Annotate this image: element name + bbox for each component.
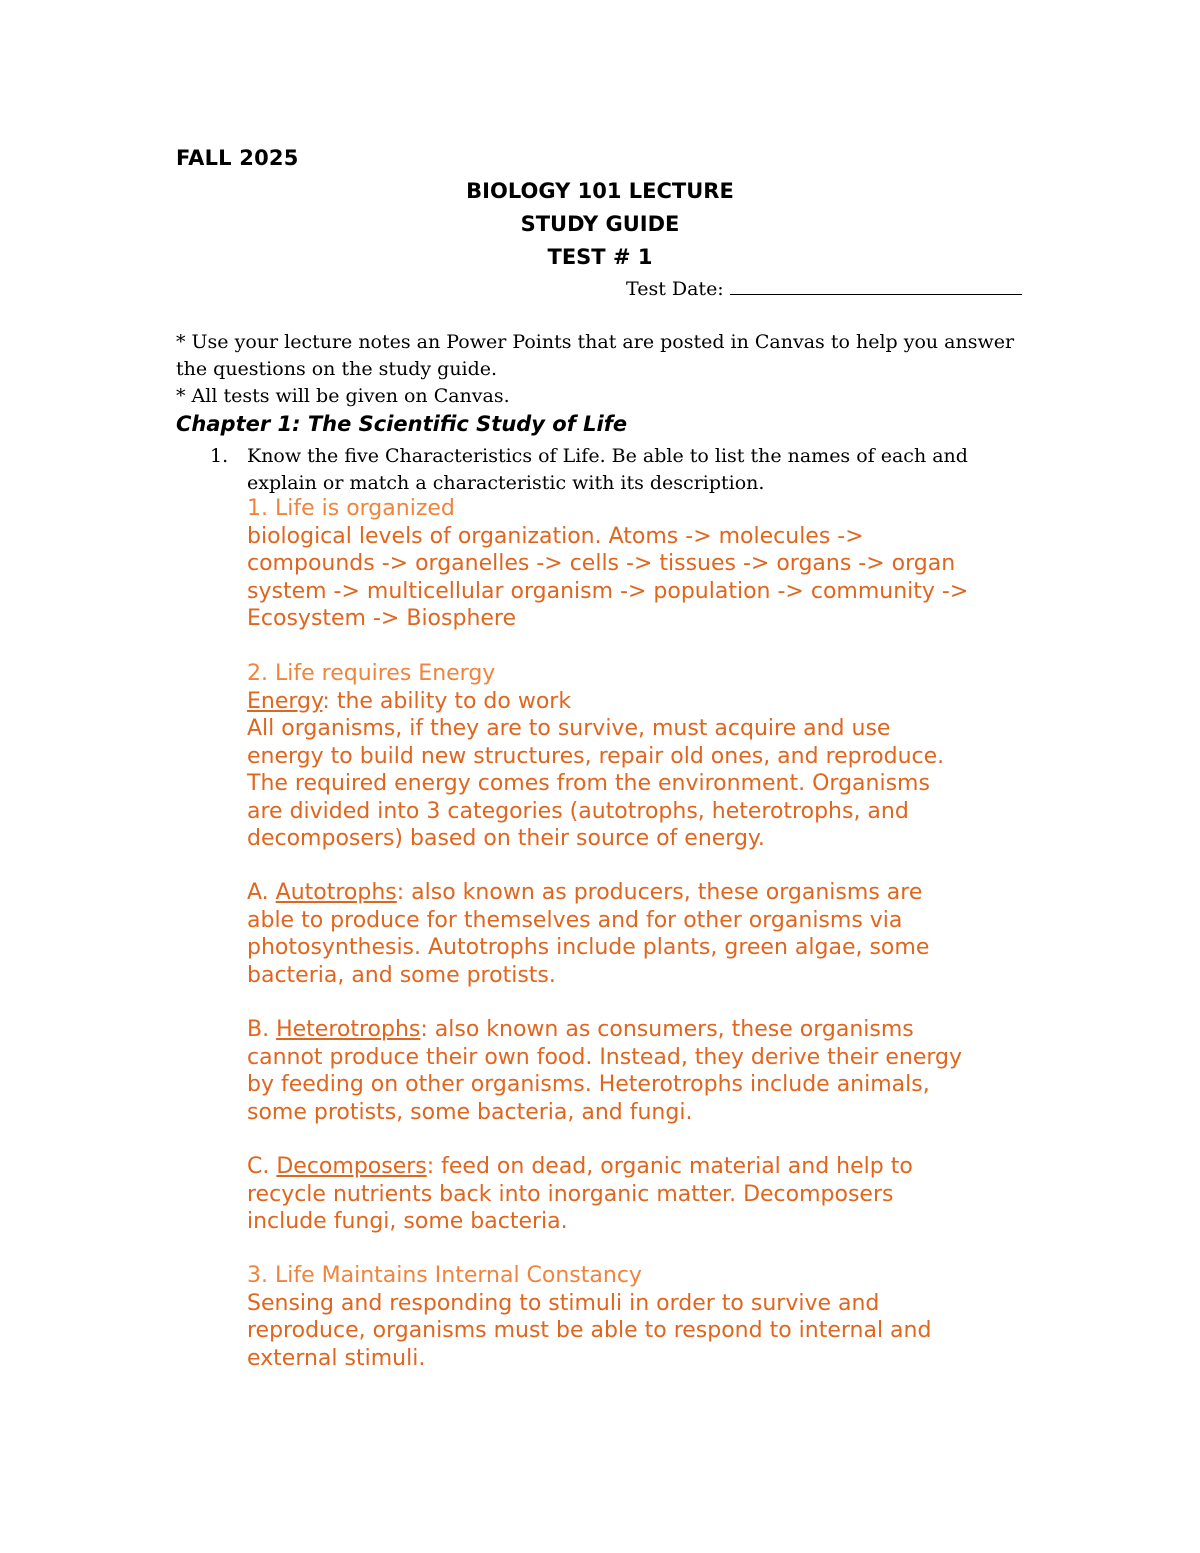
answer-line: bacteria, and some protists. — [247, 962, 556, 988]
definition-text: : the ability to do work — [322, 688, 572, 714]
question-line: explain or match a characteristic with its description. — [247, 472, 765, 494]
answer-line: compounds -> organelles -> cells -> tissues -> organs -> organ — [247, 551, 956, 576]
term-label: FALL 2025 — [176, 146, 299, 170]
answer-line: energy to build new structures, repair old ones, and reproduce. — [247, 743, 945, 769]
instruction-line: the questions on the study guide. — [176, 358, 498, 380]
instruction-line: * Use your lecture notes an Power Points that are posted in Canvas to help you answer — [176, 331, 1015, 353]
item-prefix: C. — [247, 1154, 277, 1179]
item-prefix: A. — [247, 880, 276, 905]
definition-text: : feed on dead, organic material and help to — [426, 1154, 913, 1179]
term-energy: Energy — [247, 688, 323, 714]
answer-line: biological levels of organization. Atoms -> molecules -> — [247, 523, 864, 549]
answer-line: decomposers) based on their source of energy. — [247, 826, 765, 851]
answer-line: reproduce, organisms must be able to respond to internal and — [247, 1318, 932, 1343]
guide-title: STUDY GUIDE — [520, 212, 680, 236]
chapter-heading: Chapter 1: The Scientific Study of Life — [176, 412, 628, 436]
answer-line: able to produce for themselves and for other organisms via — [247, 907, 903, 933]
term-decomposers: Decomposers — [276, 1154, 427, 1179]
answer-line: are divided into 3 categories (autotrophs, heterotrophs, and — [247, 798, 909, 824]
test-title: TEST # 1 — [547, 245, 653, 269]
term-heterotrophs: Heterotrophs — [276, 1017, 421, 1042]
answer-definition — [247, 879, 1047, 907]
test-date-label: Test Date: — [626, 278, 724, 300]
answer-definition — [247, 688, 1047, 716]
test-date-field — [626, 276, 1022, 303]
course-title: BIOLOGY 101 LECTURE — [466, 179, 734, 203]
answer-line: system -> multicellular organism -> population -> community -> — [247, 578, 969, 604]
answer-line: by feeding on other organisms. Heterotrophs include animals, — [247, 1072, 930, 1097]
answer-line: Sensing and responding to stimuli in order to survive and — [247, 1290, 880, 1316]
instructions — [176, 329, 1076, 410]
answer-line: photosynthesis. Autotrophs include plants, green algae, some — [247, 935, 930, 960]
answer-internal-constancy — [247, 1262, 1047, 1372]
answer-life-energy — [247, 660, 1047, 853]
question-number: 1. — [210, 445, 229, 467]
term-autotrophs: Autotrophs — [275, 880, 397, 905]
answer-decomposers — [247, 1153, 1047, 1236]
answer-line: some protists, some bacteria, and fungi. — [247, 1099, 693, 1125]
answer-heterotrophs — [247, 1016, 1047, 1126]
answer-line: The required energy comes from the environment. Organisms — [247, 771, 930, 796]
question-1 — [176, 443, 996, 497]
answer-life-organized — [247, 495, 1047, 633]
answer-line: Ecosystem -> Biosphere — [247, 606, 517, 631]
answer-line: cannot produce their own food. Instead, they derive their energy — [247, 1044, 963, 1070]
answer-heading: 2. Life requires Energy — [247, 661, 496, 686]
definition-text: : also known as consumers, these organisms — [420, 1017, 914, 1042]
answer-line: external stimuli. — [247, 1345, 426, 1371]
answer-heading: 3. Life Maintains Internal Constancy — [247, 1263, 642, 1288]
answer-definition — [247, 1153, 1047, 1181]
definition-text: : also known as producers, these organisms are — [396, 880, 923, 905]
answer-definition — [247, 1016, 1047, 1044]
answer-line: include fungi, some bacteria. — [247, 1209, 568, 1234]
answer-line: All organisms, if they are to survive, must acquire and use — [247, 716, 891, 741]
item-prefix: B. — [247, 1017, 277, 1042]
answer-autotrophs — [247, 879, 1047, 989]
instruction-line: * All tests will be given on Canvas. — [176, 385, 510, 407]
test-date-blank — [730, 278, 1022, 295]
answer-line: recycle nutrients back into inorganic matter. Decomposers — [247, 1181, 894, 1207]
question-line: Know the five Characteristics of Life. Be able to list the names of each and — [247, 445, 968, 467]
answer-heading: 1. Life is organized — [247, 496, 455, 521]
